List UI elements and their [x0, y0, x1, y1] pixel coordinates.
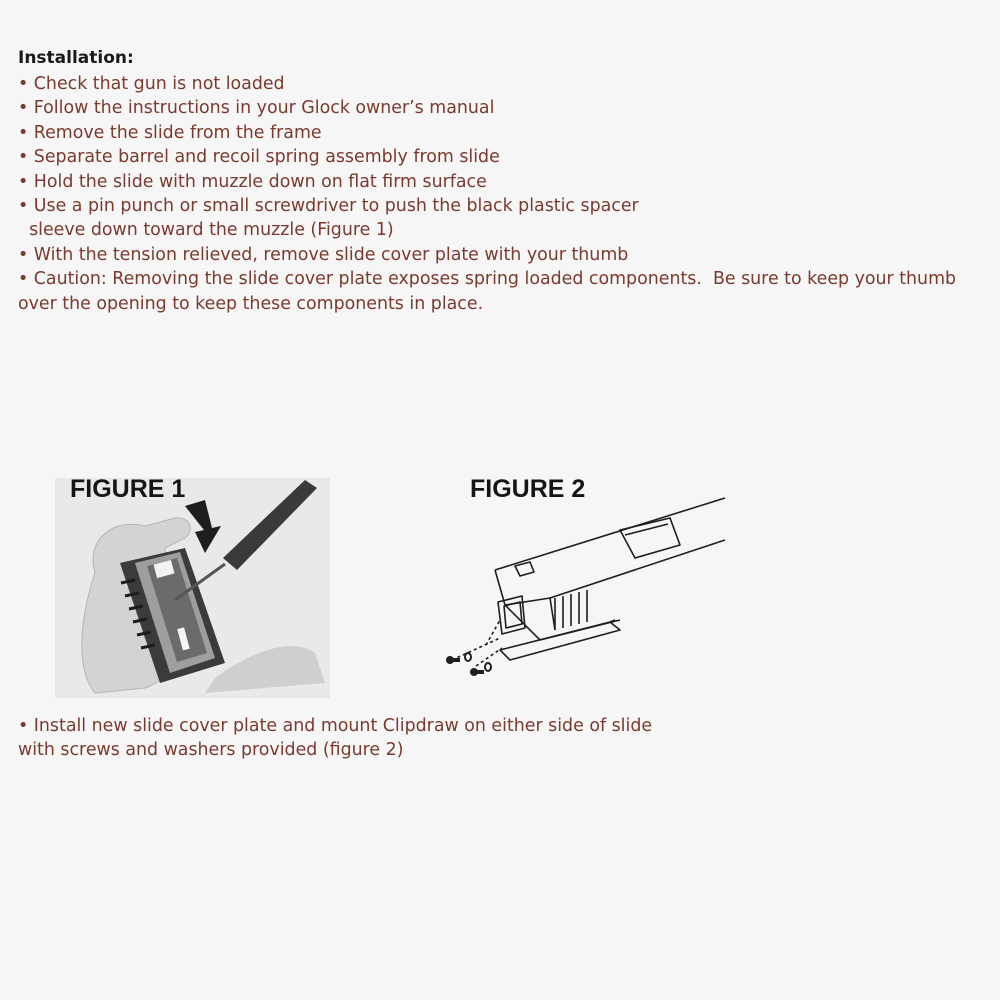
step-check-unloaded: • Check that gun is not loaded: [18, 74, 285, 94]
step-follow-manual: • Follow the instructions in your Glock owner’s manual: [18, 98, 495, 119]
figure-2-title: FIGURE 2: [470, 475, 586, 503]
step-caution: • Caution: Removing the slide cover plate exposes spring loaded components. Be sure to keep your thumb over the opening to keep these components in place.: [18, 269, 962, 314]
figure-1-title: FIGURE 1: [70, 475, 186, 503]
install-clipdraw-step: • Install new slide cover plate and mount Clipdraw on either side of slide with screws and washers provided (figure 2): [18, 716, 653, 761]
step-remove-cover-plate: • With the tension relieved, remove slide cover plate with your thumb: [18, 244, 629, 265]
installation-heading: Installation:: [18, 48, 134, 68]
figure-1-illustration: [55, 478, 330, 698]
step-remove-slide: • Remove the slide from the frame: [18, 122, 322, 143]
figure-2-illustration: [430, 490, 730, 690]
step-push-spacer: • Use a pin punch or small screwdriver to push the black plastic spacer sleeve down toward the muzzle (Figure 1): [18, 196, 639, 241]
installation-steps-list: [18, 72, 993, 316]
step-separate-barrel: • Separate barrel and recoil spring assembly from slide: [18, 147, 500, 168]
step-hold-slide: • Hold the slide with muzzle down on flat firm surface: [18, 171, 487, 192]
